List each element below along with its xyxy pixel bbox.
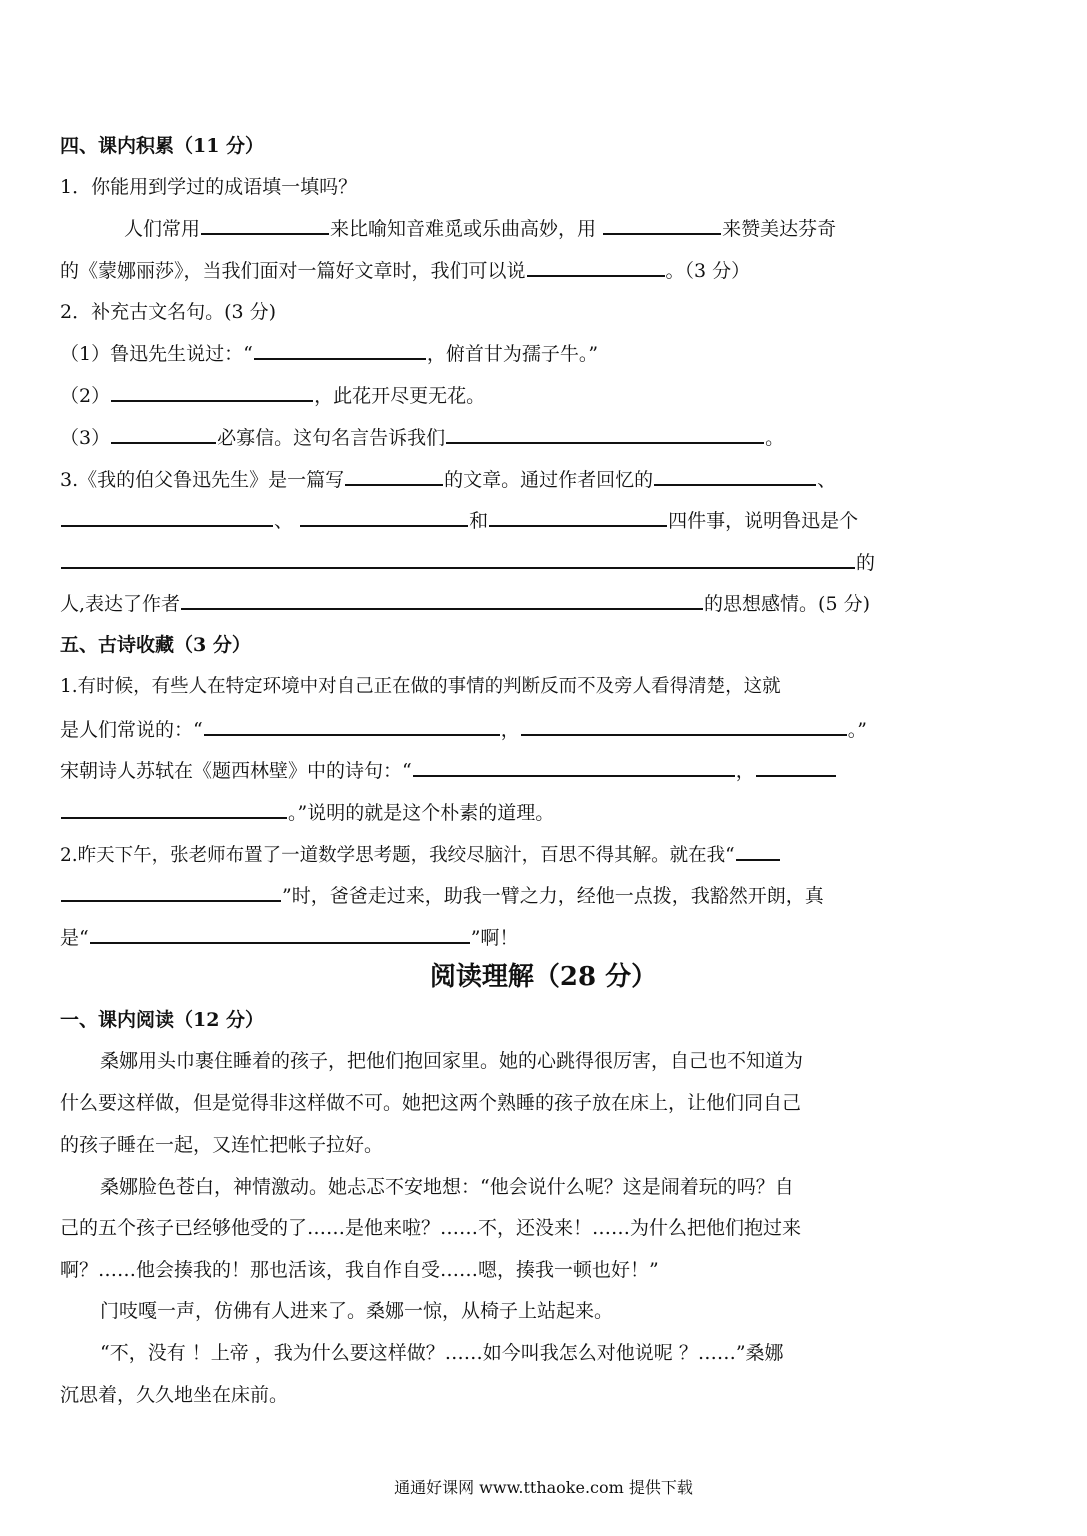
- text-segment: 必寡信。这句名言告诉我们: [217, 427, 446, 449]
- question-prompt: 2．补充古文名句。(3 分): [60, 301, 277, 323]
- text-segment: ”时，爸爸走过来，助我一臂之力，经他一点拨，我豁然开朗，真: [282, 885, 824, 907]
- paragraph-line: 的孩子睡在一起，又连忙把帐子拉好。: [60, 1134, 384, 1156]
- section-heading: 五、古诗收藏（3 分）: [60, 634, 251, 656]
- answer-blank[interactable]: [201, 215, 329, 235]
- answer-blank[interactable]: [90, 924, 470, 944]
- text-segment: 。: [765, 427, 785, 449]
- text-segment: 3.《我的伯父鲁迅先生》是一篇写: [60, 469, 345, 491]
- question-line: [60, 466, 910, 492]
- paragraph-line: 啊？……他会揍我的！那也活该，我自作自受……嗯，揍我一顿也好！”: [60, 1259, 659, 1281]
- text-segment: ，此花开尽更无花。: [314, 385, 486, 407]
- answer-blank[interactable]: [61, 882, 281, 902]
- question-line: [60, 882, 910, 908]
- paragraph-line: 桑娜用头巾裹住睡着的孩子，把他们抱回家里。她的心跳得很厉害，自己也不知道为: [100, 1050, 804, 1072]
- answer-blank[interactable]: [736, 841, 780, 861]
- question-line: [60, 799, 910, 825]
- section-title: 阅读理解（28 分）: [429, 962, 658, 992]
- text-segment: ，: [500, 719, 520, 741]
- question-line: [60, 757, 910, 783]
- text-segment: 人,表达了作者: [60, 593, 181, 615]
- question-prompt: 1．你能用到学过的成语填一填吗？: [60, 176, 358, 198]
- question-line: [60, 424, 910, 450]
- question-line: [60, 549, 910, 575]
- answer-blank[interactable]: [61, 549, 855, 569]
- text-segment: 、: [817, 469, 837, 491]
- question-line: [60, 924, 910, 950]
- answer-blank[interactable]: [521, 716, 847, 736]
- text-segment: （1）鲁迅先生说过：“: [60, 343, 253, 365]
- answer-blank[interactable]: [446, 424, 764, 444]
- answer-blank[interactable]: [756, 757, 836, 777]
- text-segment: 。（3 分）: [665, 260, 751, 282]
- answer-blank[interactable]: [61, 507, 273, 527]
- section-heading: 四、课内积累（11 分）: [60, 135, 265, 157]
- question-line: [60, 841, 910, 867]
- footer-source-text: 通通好课网 www.tthaoke.com 提供下载: [394, 1478, 693, 1497]
- text-segment: 是“: [60, 927, 89, 949]
- answer-blank[interactable]: [111, 382, 313, 402]
- text-segment: 、: [274, 510, 294, 532]
- text-segment: 来比喻知音难觅或乐曲高妙，用: [330, 218, 597, 240]
- paragraph-line: 门吱嘎一声，仿佛有人进来了。桑娜一惊，从椅子上站起来。: [100, 1300, 614, 1322]
- section-heading: 一、课内阅读（12 分）: [60, 1009, 265, 1031]
- text-segment: 的思想感情。(5 分): [704, 593, 871, 615]
- question-line: [60, 716, 910, 742]
- text-segment: 。”说明的就是这个朴素的道理。: [288, 802, 555, 824]
- text-segment: 宋朝诗人苏轼在《题西林壁》中的诗句：“: [60, 760, 412, 782]
- answer-blank[interactable]: [300, 507, 468, 527]
- question-line: 1.有时候，有些人在特定环境中对自己正在做的事情的判断反而不及旁人看得清楚，这就: [60, 676, 781, 697]
- text-segment: （3）: [60, 427, 111, 449]
- question-line: [60, 257, 910, 283]
- answer-blank[interactable]: [111, 424, 216, 444]
- answer-blank[interactable]: [489, 507, 667, 527]
- paragraph-line: 己的五个孩子已经够他受的了……是他来啦？……不，还没来！……为什么把他们抱过来: [60, 1217, 802, 1239]
- text-segment: 的: [856, 552, 876, 574]
- text-segment: （2）: [60, 385, 111, 407]
- paragraph-line: 什么要这样做，但是觉得非这样做不可。她把这两个熟睡的孩子放在床上，让他们同自己: [60, 1092, 802, 1114]
- question-line: [60, 215, 910, 241]
- paragraph-line: 桑娜脸色苍白，神情激动。她忐忑不安地想：“他会说什么呢？这是闹着玩的吗？自: [100, 1176, 794, 1198]
- answer-blank[interactable]: [254, 340, 426, 360]
- answer-blank[interactable]: [527, 257, 665, 277]
- text-segment: ，: [735, 760, 755, 782]
- answer-blank[interactable]: [345, 466, 443, 486]
- text-segment: 是人们常说的：“: [60, 719, 203, 741]
- text-segment: 来赞美达芬奇: [722, 218, 837, 240]
- question-line: [60, 507, 910, 533]
- question-line: [60, 340, 910, 366]
- text-segment: 和: [469, 510, 489, 532]
- text-segment: 。”: [847, 719, 867, 741]
- text-segment: 的《蒙娜丽莎》，当我们面对一篇好文章时，我们可以说: [60, 260, 526, 282]
- question-line: [60, 382, 910, 408]
- answer-blank[interactable]: [204, 716, 500, 736]
- answer-blank[interactable]: [181, 590, 703, 610]
- text-segment: 2.昨天下午，张老师布置了一道数学思考题，我绞尽脑汁，百思不得其解。就在我“: [60, 845, 735, 866]
- text-segment: 人们常用: [124, 218, 201, 240]
- paragraph-line: 沉思着，久久地坐在床前。: [60, 1384, 289, 1406]
- answer-blank[interactable]: [61, 799, 287, 819]
- answer-blank[interactable]: [654, 466, 816, 486]
- text-segment: 的文章。通过作者回忆的: [444, 469, 654, 491]
- answer-blank[interactable]: [413, 757, 735, 777]
- text-segment: ，俯首甘为孺子牛。”: [426, 343, 599, 365]
- answer-blank[interactable]: [603, 215, 721, 235]
- paragraph-line: “不，没有 ！上帝 ，我为什么要这样做？……如今叫我怎么对他说呢 ？……”桑娜: [100, 1342, 784, 1364]
- question-line: [60, 590, 910, 616]
- text-segment: 四件事，说明鲁迅是个: [668, 510, 859, 532]
- text-segment: ”啊！: [470, 927, 519, 949]
